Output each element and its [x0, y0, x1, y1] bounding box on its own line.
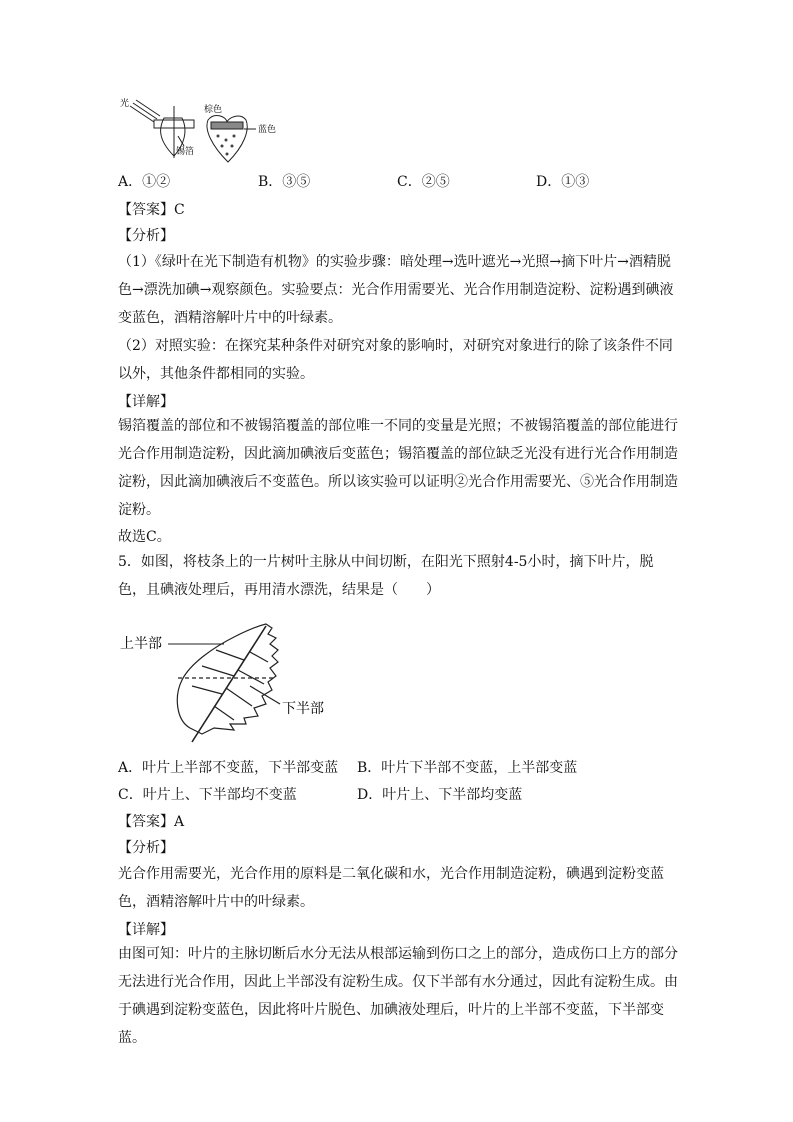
q4-answer: 【答案】C: [118, 202, 185, 218]
q4-option-a: A．①②: [118, 174, 171, 190]
foil-leaf-figure: [116, 96, 296, 166]
lower-half-label: 下半部: [282, 701, 324, 717]
q4-analysis-1: （1）《绿叶在光下制造有机物》的实验步骤：暗处理→选叶遮光→光照→摘下叶片→酒精脱色→漂洗加碘→观察颜色。实验要点：光合作用需要光、光合作用制造淀粉、淀粉遇到碘液变蓝色，酒精溶解叶片中的叶绿素。: [118, 254, 674, 326]
q4-detail: 锡箔覆盖的部位和不被锡箔覆盖的部位唯一不同的变量是光照；不被锡箔覆盖的部位能进行光合作用制造淀粉，因此滴加碘液后变蓝色；锡箔覆盖的部位缺乏光没有进行光合作用制造淀粉，因此滴加碘液后不变蓝色。所以该实验可以证明②光合作用需要光、⑤光合作用制造淀粉。: [118, 418, 678, 518]
q5-option-a: A．叶片上半部不变蓝，下半部变蓝: [118, 760, 339, 776]
leaf-outline: [177, 624, 278, 734]
q5-analysis-tag: 【分析】: [118, 840, 174, 856]
q5-answer: 【答案】A: [118, 814, 185, 830]
side-vein: [202, 666, 234, 676]
cut-vein-leaf-figure: [116, 616, 346, 746]
q4-option-d: D．①③: [536, 174, 590, 190]
unstained-strip: [211, 122, 243, 129]
brown-label: 棕色: [204, 105, 223, 115]
q5-detail-tag: 【详解】: [118, 922, 174, 938]
q5-option-c: C．叶片上、下半部均不变蓝: [118, 787, 297, 803]
side-vein: [226, 688, 252, 706]
q4-analysis-tag: 【分析】: [118, 228, 174, 244]
main-vein: [192, 626, 266, 742]
side-vein: [216, 650, 244, 660]
q4-option-b: B．③⑤: [258, 174, 311, 190]
q5-option-d: D．叶片上、下半部均变蓝: [357, 787, 523, 803]
q4-analysis-2: （2）对照实验：在探究某种条件对研究对象的影响时，对研究对象进行的除了该条件不同以外，其他条件都相同的实验。: [118, 338, 673, 382]
side-vein: [214, 706, 234, 720]
upper-half-label: 上半部: [120, 636, 162, 652]
q5-option-b: B．叶片下半部不变蓝，上半部变蓝: [357, 760, 578, 776]
blue-label: 蓝色: [258, 125, 277, 135]
q5-stem: 5．如图，将枝条上的一片树叶主脉从中间切断，在阳光下照射4-5小时，摘下叶片，脱色，且碘液处理后，再用清水漂洗，结果是（ ）: [118, 554, 654, 598]
q5-analysis: 光合作用需要光，光合作用的原料是二氧化碳和水，光合作用制造淀粉，碘遇到淀粉变蓝色，酒精溶解叶片中的叶绿素。: [118, 866, 664, 910]
light-label: 光: [120, 99, 130, 109]
foil-label: 锡箔: [176, 147, 195, 157]
side-vein: [250, 652, 268, 662]
q5-detail: 由图可知：叶片的主脉切断后水分无法从根部运输到伤口之上的部分，造成伤口上方的部分无法进行光合作用，因此上半部没有淀粉生成。仅下半部有水分通过，因此有淀粉生成。由于碘遇到淀粉变蓝色，因此将叶片脱色、加碘液处理后，叶片的上半部不变蓝，下半部变蓝。: [118, 946, 678, 1046]
q4-detail-tag: 【详解】: [118, 394, 174, 410]
side-vein: [238, 670, 264, 684]
side-vein: [192, 686, 222, 694]
q4-conclusion: 故选C。: [118, 529, 171, 545]
q4-option-c: C．②⑤: [397, 174, 450, 190]
